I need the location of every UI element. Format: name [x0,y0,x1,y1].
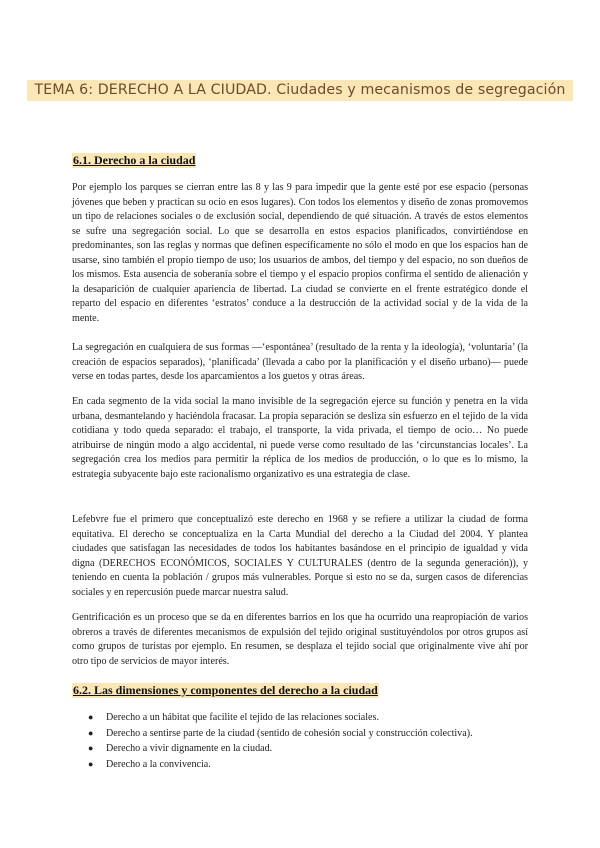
bullet-icon: ● [88,743,94,753]
paragraph-gentrificacion: Gentrificación es un proceso que se da en diferentes barrios en los que ha ocurrido una reapropiación de varios obreros a través de diferentes mecanismos de expulsión del tejido original sustituyéndolos por otros grupos así como grupos de turistas por ejemplo. En resumen, se desplaza el tejido social que originalmente vive ahí por otro tipo de servicios de mayor interés. [72,612,528,667]
title-wrapper [0,80,600,101]
list-item-text: Derecho a vivir dignamente en la ciudad. [106,743,273,754]
paragraph-mano-invisible: En cada segmento de la vida social la mano invisible de la segregación ejerce su función y penetra en la vida urbana, desmantelando y haciéndola fracasar. La propia separación se desliza sin esfuerzo en el tejido de la vida cotidiana y todo queda separado: el trabajo, el transporte, la vida privada, el tiempo de ocio… No puede atribuirse de ningún modo a algo accidental, ni puede verse como resultado de las ‘circunstancias locales’. La segregación crea los medios para permitir la réplica de los medios de producción, o lo que es lo mismo, la estrategia subyacente bajo este racionalismo organizativo es una estrategia de clase. [72,396,528,480]
bullet-icon: ● [88,727,94,738]
rights-bullet-list [88,710,528,772]
list-item-text: Derecho a sentirse parte de la ciudad (sentido de cohesión social y construcción colectiva). [106,727,473,739]
bullet-icon: ● [88,758,94,769]
list-item [88,726,528,742]
list-item [88,757,528,773]
section-heading-dimensiones-componentes: 6.2. Las dimensiones y componentes del derecho a la ciudad [73,683,378,697]
section-heading-derecho-a-la-ciudad: 6.1. Derecho a la ciudad [73,153,196,167]
paragraph-parques: Por ejemplo los parques se cierran entre las 8 y las 9 para impedir que la gente esté por ese espacio (personas jóvenes que beben y practican su ocio en esos lugares). Con todos los elementos y diseño de zonas promovemos un tipo de relaciones sociales o de exclusión social, dependiendo de qué situación. A través de estos elementos se sufre una segregación social. Lo que se desarrolla en estos espacios planificados, convirtiéndose en predominantes, son las reglas y normas que definen específicamente no sólo el modo en que los espacios han de usarse, sino también el propio tiempo de uso; los usuarios de ambos, del tiempo y del espacio, no son dueños de los mismos. Esta ausencia de soberanía sobre el tiempo y el espacio propios confirma el sentido de alienación y la desaparición de cualquier apariencia de libertad. La ciudad se convierte en el frente estratégico donde el reparto del espacio en diferentes ‘estratos’ conduce a la destrucción de la actividad social y de la vida de la mente. [72,182,528,324]
paragraph-segregacion-formas: La segregación en cualquiera de sus formas —‘espontánea’ (resultado de la renta y la ideología), ‘voluntaria’ (la creación de espacios separados), ‘planificada’ (llevada a cabo por la planificación y el diseño urbano)— puede verse en todas partes, desde los aparcamientos a los guetos y otras áreas. [72,342,528,382]
list-item-text: Derecho a un hábitat que facilite el tejido de las relaciones sociales. [106,712,379,723]
bullet-icon: ● [88,712,94,722]
list-item [88,741,528,757]
list-item-text: Derecho a la convivencia. [106,758,211,770]
list-item [88,710,528,726]
document-title: TEMA 6: DERECHO A LA CIUDAD. Ciudades y mecanismos de segregación [27,80,574,101]
paragraph-lefebvre: Lefebvre fue el primero que conceptualizó este derecho en 1968 y se refiere a utilizar la ciudad de forma equitativa. El derecho se conceptualiza en la Carta Mundial del derecho a la Ciudad del 2004. Y plantea ciudades que satisfagan las necesidades de todos los habitantes basándose en el principio de igualdad y vida digna (DERECHOS ECONÓMICOS, SOCIALES Y CULTURALES (dentro de la segunda generación)), y teniendo en cuenta la población / grupos más vulnerables. Porque si esto no se da, surgen casos de diferencias sociales y en repercusión puede marcar nuestra salud. [72,514,528,598]
